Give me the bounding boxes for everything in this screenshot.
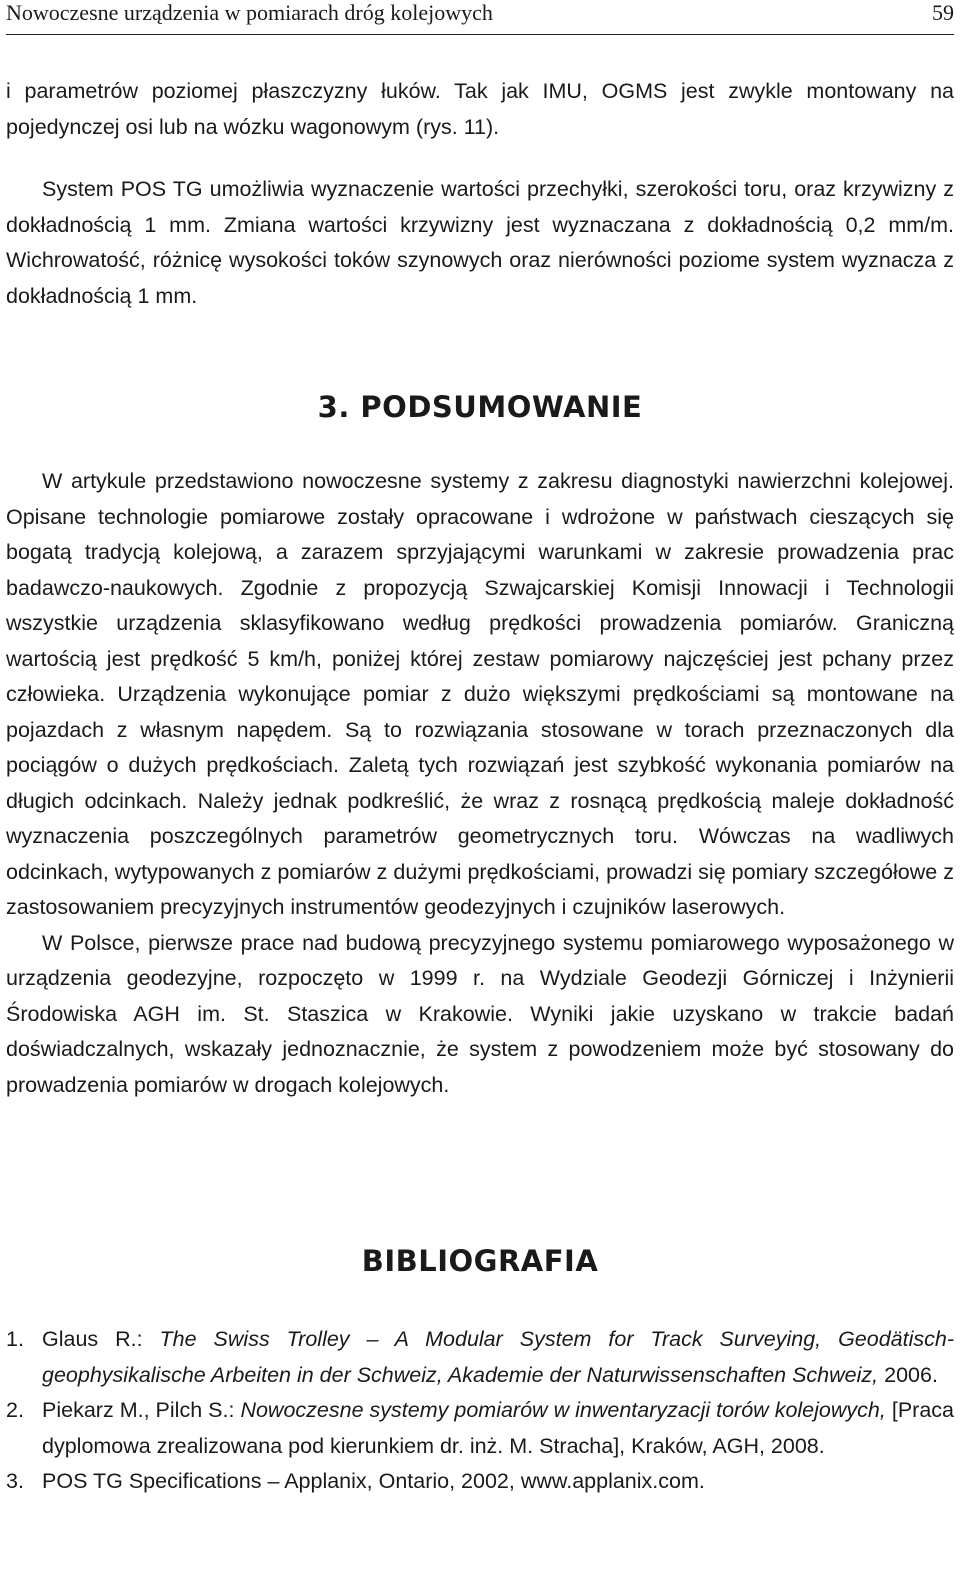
entry-authors: Piekarz M., Pilch S.: (42, 1398, 241, 1422)
entry-details: [Praca dyplomowa zrealizowana pod kierunkiem dr. inż. M. Stracha], Kraków, AGH, 2008. (42, 1398, 954, 1458)
entry-number: 2. (6, 1398, 24, 1422)
entry-authors: Glaus R.: (42, 1327, 160, 1351)
section-heading-summary: 3. PODSUMOWANIE (317, 390, 643, 424)
intro-paragraph-continuation: i parametrów poziomej płaszczyzny łuków. Tak jak IMU, OGMS jest zwykle montowany na pojedynczej osi lub na wózku wagonowym (rys. 11). (6, 79, 954, 139)
bibliography-entry (6, 1464, 954, 1500)
page-number: 59 (932, 0, 954, 25)
summary-section (6, 464, 954, 1103)
entry-number: 3. (6, 1469, 24, 1493)
summary-paragraph-2: W Polsce, pierwsze prace nad budową precyzyjnego systemu pomiarowego wyposażonego w urządzenia geodezyjne, rozpoczęto w 1999 r. na Wydziale Geodezji Górniczej i Inżynierii Środowiska AGH im. St. Staszica w Krakowie. Wyniki jakie uzyskano w trakcie badań doświadczalnych, wskazały jednoznacznie, że system z powodzeniem może być stosowany do prowadzenia pomiarów w drogach kolejowych. (6, 930, 954, 1097)
bibliography-entry (6, 1322, 954, 1393)
entry-title: The Swiss Trolley – A Modular System for Track Surveying, Geodätisch-geophysikalische Arbeiten in der Schweiz, Akademie der Naturwissenschaften Schweiz, (42, 1327, 954, 1387)
bibliography-list (6, 1322, 954, 1500)
summary-paragraph-1: W artykule przedstawiono nowoczesne systemy z zakresu diagnostyki nawierzchni kolejowej. Opisane technologie pomiarowe zostały opracowane i wdrożone w państwach cieszących się bogatą tradycją kolejową, a zarazem sprzyjającymi warunkami w zakresie prowadzenia prac badawczo-naukowych. Zgodnie z propozycją Szwajcarskiej Komisji Innowacji i Technologii wszystkie urządzenia sklasyfikowano według prędkości prowadzenia pomiarów. Graniczną wartością jest prędkość 5 km/h, poniżej której zestaw pomiarowy najczęściej jest pchany przez człowieka. Urządzenia wykonujące pomiar z dużo większymi prędkościami są montowane na pojazdach z własnym napędem. Są to rozwiązania stosowane w torach przeznaczonych dla pociągów o dużych prędkościach. Zaletą tych rozwiązań jest szybkość wykonania pomiarów na długich odcinkach. Należy jednak podkreślić, że wraz z rosnącą prędkością maleje dokładność wyznaczenia poszczególnych parametrów geometrycznych toru. Wówczas na wadliwych odcinkach, wytypowanych z pomiarów z dużymi prędkościami, prowadzi się pomiary szczegółowe z zastosowaniem precyzyjnych instrumentów geodezyjnych i czujników laserowych. (6, 469, 954, 919)
entry-number: 1. (6, 1327, 24, 1351)
running-head (6, 0, 954, 35)
intro-section (6, 74, 954, 314)
entry-details: 2006. (878, 1362, 938, 1387)
intro-paragraph-pos-tg: System POS TG umożliwia wyznaczenie wartości przechyłki, szerokości toru, oraz krzywizny z dokładnością 1 mm. Zmiana wartości krzywizny jest wyznaczana z dokładnością 0,2 mm/m. Wichrowatość, różnicę wysokości toków szynowych oraz nierówności poziome system wyznacza z dokładnością 1 mm. (6, 177, 954, 308)
bibliography-entry (6, 1393, 954, 1464)
section-heading-bibliography: BIBLIOGRAFIA (361, 1244, 599, 1278)
running-head-title: Nowoczesne urządzenia w pomiarach dróg kolejowych (6, 0, 493, 25)
entry-title: Nowoczesne systemy pomiarów w inwentaryzacji torów kolejowych, (240, 1398, 886, 1422)
entry-authors: POS TG Specifications – Applanix, Ontario, 2002, www.applanix.com. (42, 1469, 705, 1493)
